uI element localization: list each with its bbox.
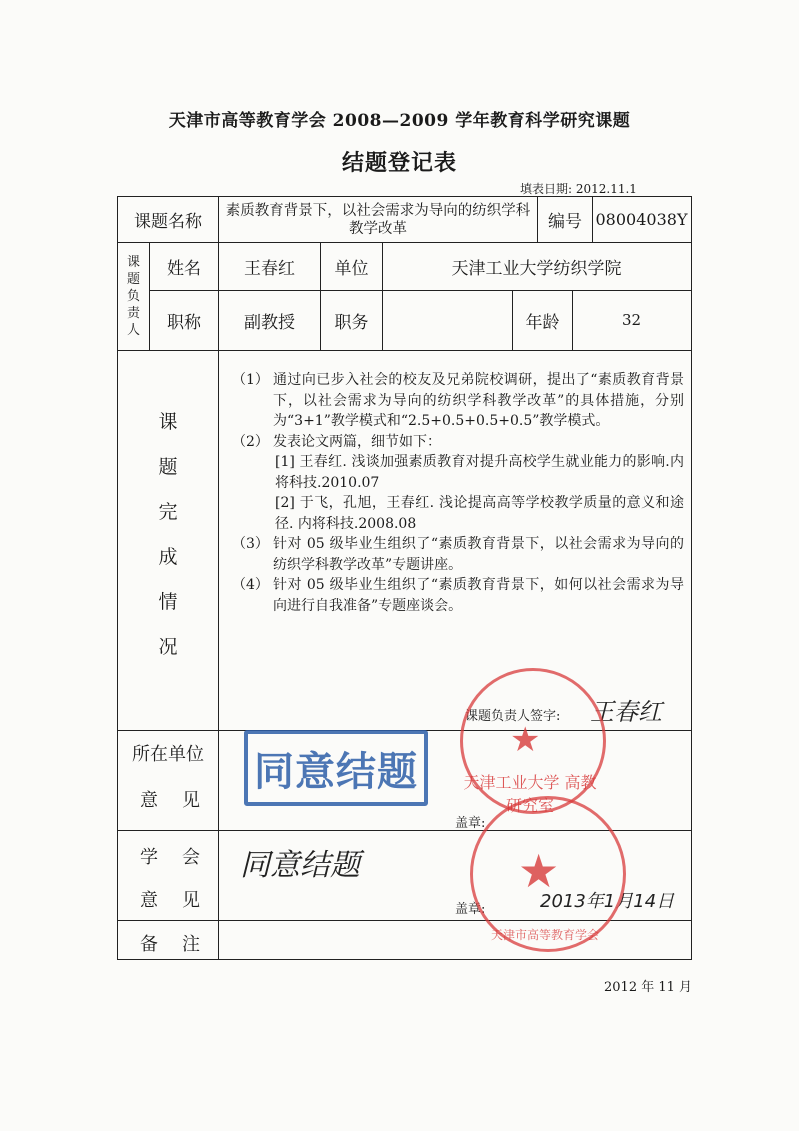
society-seal-text: 天津市高等教育学会: [490, 928, 599, 942]
society-date: 2013年1月14日: [540, 891, 675, 912]
unit-seal-label: 盖章:: [455, 816, 486, 831]
society-seal-label: 盖章:: [455, 902, 486, 917]
unit-opinion-label-2: 意 见: [140, 790, 200, 811]
age-value: 32: [621, 311, 642, 329]
row-divider: [117, 350, 692, 351]
footer-date: 2012 年 11 月: [604, 980, 693, 995]
position-label: 职务: [334, 312, 369, 333]
star-icon: ★: [518, 844, 560, 898]
society-opinion-label-2: 意 见: [140, 890, 200, 911]
star-icon: ★: [510, 720, 541, 760]
title-value: 副教授: [244, 312, 295, 333]
approval-stamp: 同意结题: [244, 730, 428, 806]
project-name-label: 课题名称: [134, 212, 202, 232]
unit-label: 单位: [334, 258, 369, 279]
society-opinion-label: 学 会: [140, 847, 200, 868]
completion-content: [232, 370, 684, 616]
col-divider: [218, 350, 219, 959]
completion-label: 课 题 完 成 情 况: [158, 411, 178, 658]
form-subtitle: 结题登记表: [341, 150, 457, 176]
completion-item: （1） 通过向已步入社会的校友及兄弟院校调研，提出了“素质教育背景下，以社会需求为导向的纺织学科教学改革”的具体措施，分别为“3+1”教学模式和“2.5+0.5+0.5+0.5”教学模式。: [232, 372, 684, 429]
paper-entry: [1] 王春红. 浅谈加强素质教育对提升高校学生就业能力的影响.内将科技.2010.07: [275, 454, 684, 491]
name-label: 姓名: [167, 258, 201, 279]
unit-opinion-label: 所在单位: [132, 744, 204, 765]
form-title: 天津市高等教育学会 2008—2009 学年教育科学研究课题: [168, 111, 631, 131]
leader-sign-label: 课题负责人签字:: [465, 709, 561, 724]
society-opinion: 同意结题: [240, 848, 360, 883]
age-label: 年龄: [525, 312, 560, 333]
completion-item: （3） 针对 05 级毕业生组织了“素质教育背景下，以社会需求为导向的纺织学科教学改革”专题讲座。: [232, 536, 684, 573]
fill-date: 填表日期: 2012.11.1: [520, 182, 637, 196]
number-value: 08004038Y: [595, 210, 688, 229]
unit-value: 天津工业大学纺织学院: [451, 258, 622, 279]
paper-entry: [2] 于飞，孔旭，王春红. 浅论提高高等学校教学质量的意义和途径. 内将科技.2008.08: [275, 495, 684, 532]
leader-label: 课 题 负 责 人: [126, 254, 140, 338]
col-divider: [218, 197, 219, 242]
completion-item: （2） 发表论文两篇，细节如下：: [232, 433, 441, 450]
remarks-label: 备 注: [140, 934, 200, 955]
name-value: 王春红: [244, 258, 295, 279]
unit-seal-text: 天津工业大学 高教研究室: [463, 773, 597, 815]
position-value: [383, 290, 512, 350]
leader-signature: 王春红: [590, 698, 662, 726]
project-name-value: 素质教育背景下，以社会需求为导向的纺织学科教学改革: [225, 202, 531, 237]
title-label: 职称: [167, 312, 201, 333]
completion-item: （4） 针对 05 级毕业生组织了“素质教育背景下，如何以社会需求为导向进行自我准备”专题座谈会。: [232, 577, 684, 614]
number-label: 编号: [548, 212, 582, 232]
